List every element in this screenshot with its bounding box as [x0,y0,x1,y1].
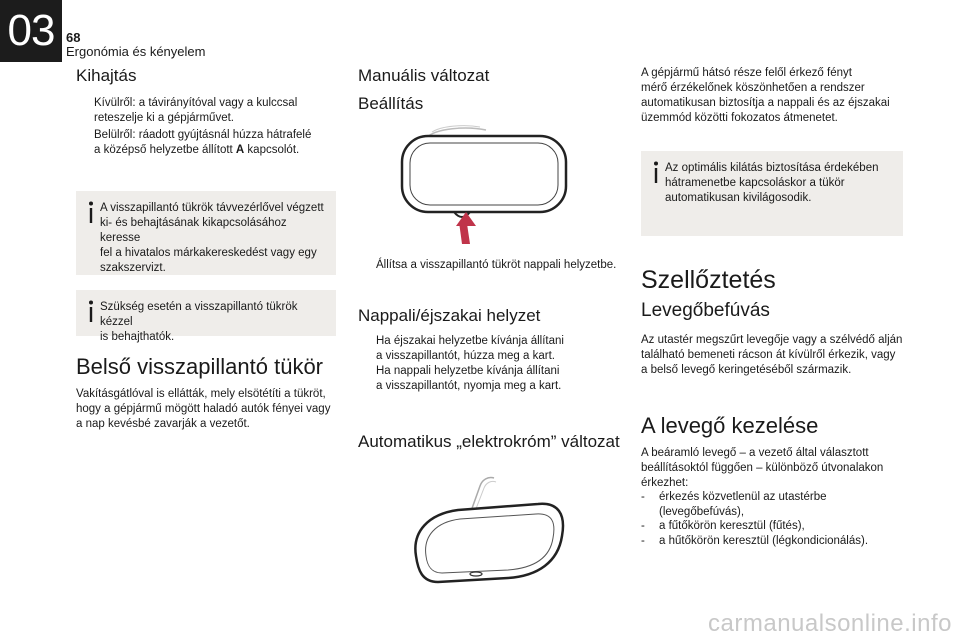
page-number: 68 [66,30,81,45]
kezeles-text: A beáramló levegő – a vezető által választott beállításoktól függően – különböző útvonalakon érkezhet: [641,447,884,489]
info-box-reverse [641,151,903,236]
list-item-text: érkezés közvetlenül az utastérbe (levegőbefúvás), [659,491,827,518]
heading-belso-visszapillanto: Belső visszapillantó tükör [76,354,324,379]
heading-beallitas: Beállítás [358,94,424,113]
bullet-inside-text [94,128,311,158]
chapter-number: 03 [7,6,55,55]
bullet-setting-text: Állítsa a visszapillantó tükröt nappali helyzetbe. [376,259,617,271]
bullet-day [358,364,618,396]
bullet-day-text: Ha nappali helyzetbe kívánja állítani a visszapillantót, nyomja meg a kart. [376,365,562,392]
dash-mark: - [641,535,645,547]
info-manual-fold-text: Szükség esetén a visszapillantó tükrök kézzel is behajthatók. [100,301,298,343]
heading-nappali-ejszakai: Nappali/éjszakai helyzet [358,306,541,325]
heading-manual: Manuális változat [358,66,490,85]
bullet-inside [76,128,336,160]
bullet-setting [358,258,618,274]
info-box-remote-fold [76,191,336,275]
list-item [641,534,911,550]
belso-text: Vakításgátlóval is ellátták, mely elsötétíti a tükröt, hogy a gépjármű mögött haladó autók fényei vagy a nap kevésbé zavarják a vezetőt. [76,388,331,430]
bullet-inside-bold: A [235,144,245,156]
heading-levegobefuvas: Levegőbefúvás [641,300,770,321]
heading-kihajtas: Kihajtás [76,66,137,85]
bullet-inside-post: kapcsolót. [244,144,300,156]
list-item [641,519,911,535]
list-item [641,490,911,522]
electrochrome-intro-text: A gépjármű hátsó része felől érkező fényt mérő érzékelőnek köszönhetően a rendszer automatikusan biztosítja a nappali és az éjszakai üzemmód közötti fokozatos átmenetet. [641,67,890,124]
dash-mark: - [641,491,645,503]
heading-automatikus: Automatikus „elektrokróm” változat [358,432,620,451]
electrochrome-mirror-illustration [408,474,568,592]
levegobefuvas-text: Az utastér megszűrt levegője vagy a szélvédő alján található bemeneti rácson át kívülről érkezik, vagy a belső levegő keringetéséből származik. [641,334,903,376]
info-icon [86,201,96,223]
watermark: carmanualsonline.info [708,610,952,637]
chapter-tab [0,0,62,62]
info-icon [651,161,661,183]
bullet-outside-text: Kívülről: a távirányítóval vagy a kulccsal reteszelje ki a gépjárművet. [94,97,298,124]
bullet-night [358,334,618,366]
info-icon [86,300,96,322]
chapter-title: Ergonómia és kényelem [66,44,206,59]
info-box-manual-fold [76,290,336,343]
list-item-text: a hűtőkörön keresztül (légkondicionálás). [659,535,869,547]
bullet-outside [76,96,336,128]
bullet-inside-pre: Belülről: ráadott gyújtásnál húzza hátrafelé a középső helyzetbe állított [94,129,312,156]
info-remote-fold-text: A visszapillantó tükrök távvezérlővel végzett ki- és behajtásának kikapcsolásához keresse fel a hivatalos márkakereskedést vagy egy szakszervizt. [100,202,324,274]
heading-szellozes: Szellőztetés [641,266,776,294]
heading-levego-kezelese: A levegő kezelése [641,413,819,438]
list-item-text: a fűtőkörön keresztül (fűtés), [659,520,805,532]
info-reverse-text: Az optimális kilátás biztosítása érdekében hátramenetbe kapcsoláskor a tükör automatikusan kivilágosodik. [665,162,879,204]
manual-mirror-illustration [396,124,576,248]
dash-mark: - [641,520,645,532]
bullet-night-text: Ha éjszakai helyzetbe kívánja állítani a visszapillantót, húzza meg a kart. [376,335,564,362]
